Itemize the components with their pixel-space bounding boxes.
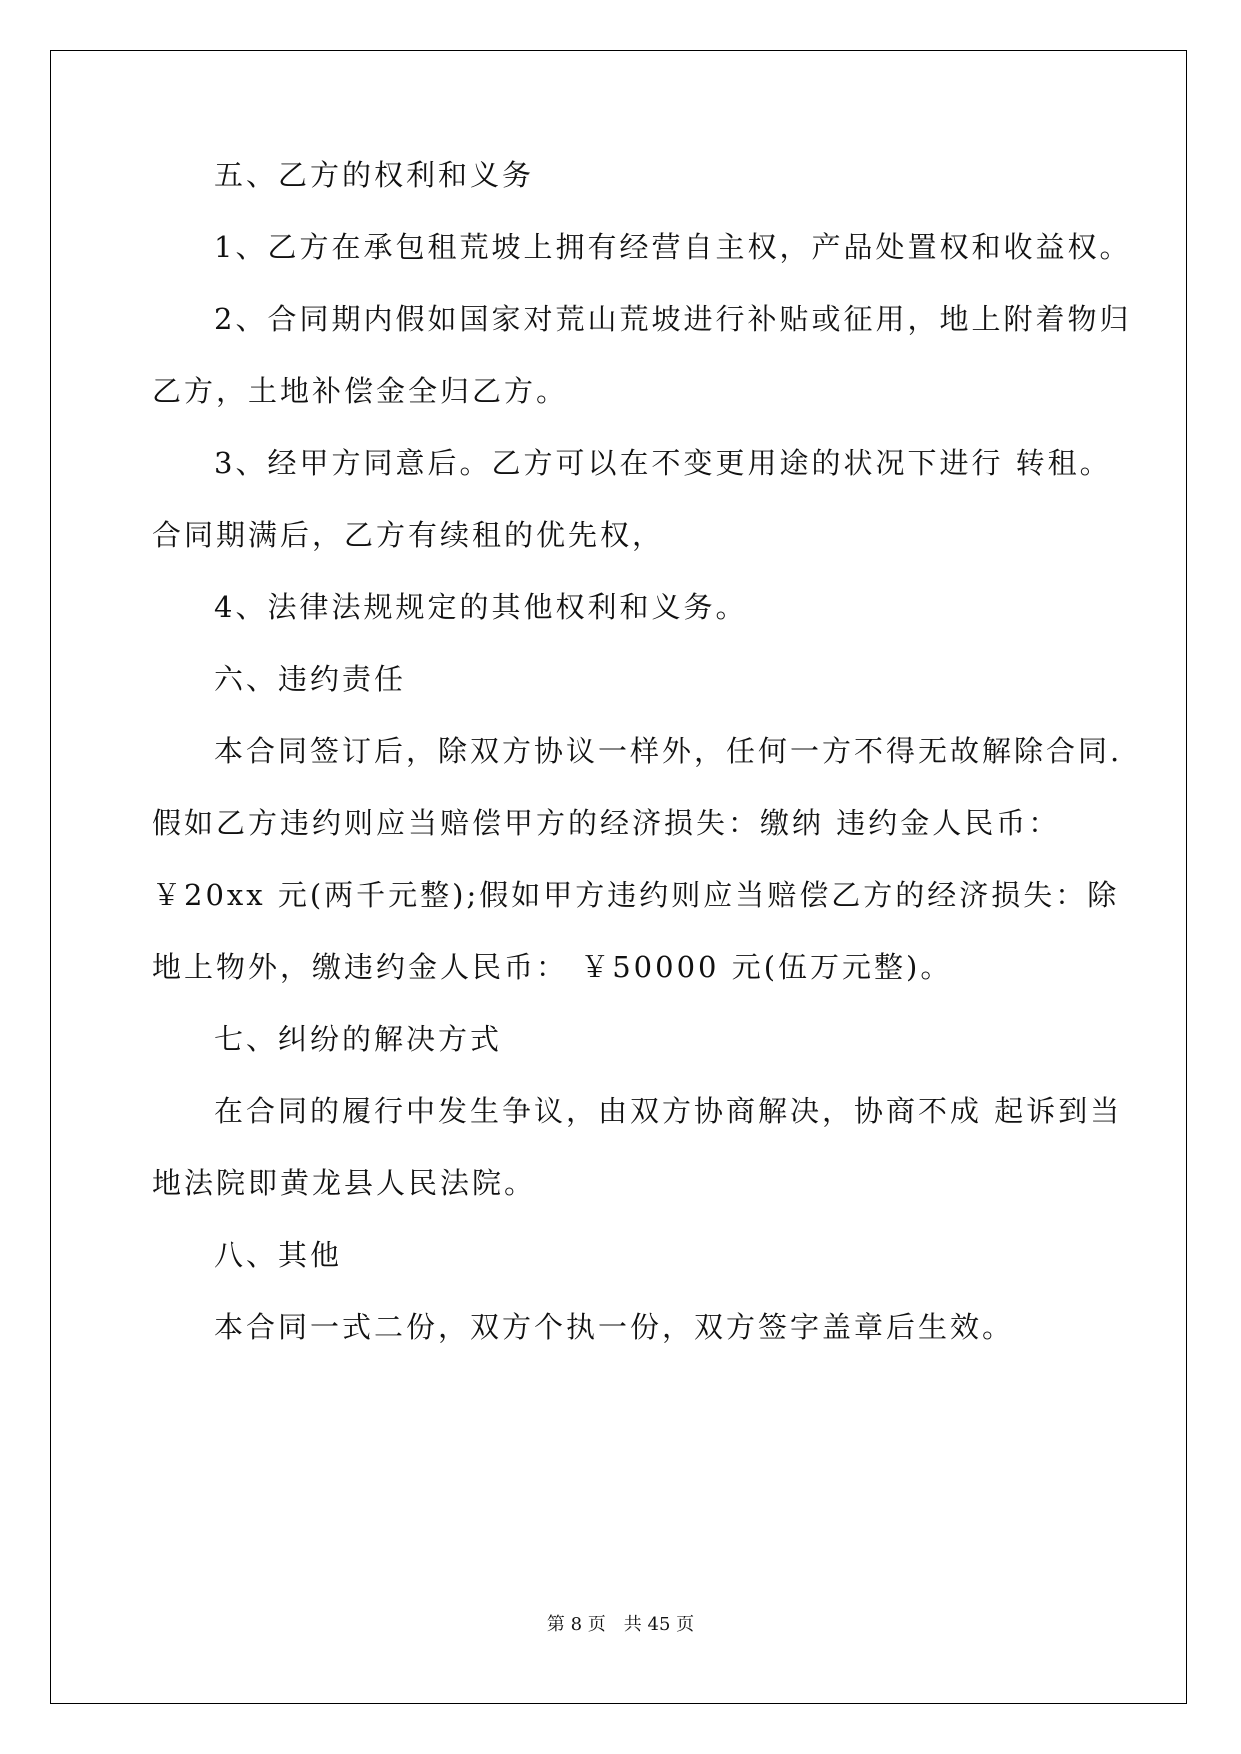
- section-heading: 六、违约责任: [214, 662, 407, 696]
- section-heading: 七、纠纷的解决方式: [214, 1022, 503, 1056]
- paragraph-line: 2、合同期内假如国家对荒山荒坡进行补贴或征用，地上附着物归: [214, 302, 1132, 336]
- page-footer: [0, 1610, 1241, 1636]
- paragraph-line: 乙方，土地补偿金全归乙方。: [152, 374, 569, 408]
- section-heading: 五、乙方的权利和义务: [214, 158, 535, 192]
- paragraph-line: 在合同的履行中发生争议，由双方协商解决，协商不成 起诉到当: [214, 1094, 1123, 1128]
- section-heading: 八、其他: [214, 1238, 343, 1272]
- page-number-total: 共 45 页: [623, 1614, 695, 1635]
- paragraph-line: 3、经甲方同意后。乙方可以在不变更用途的状况下进行 转租。: [214, 446, 1112, 480]
- paragraph-line: 本合同一式二份，双方个执一份，双方签字盖章后生效。: [214, 1310, 1015, 1344]
- paragraph-line: 本合同签订后，除双方协议一样外，任何一方不得无故解除合同.: [214, 734, 1123, 768]
- paragraph-line: 4、法律法规规定的其他权利和义务。: [214, 590, 748, 624]
- page-number-current: 第 8 页: [546, 1614, 606, 1635]
- paragraph-line: 假如乙方违约则应当赔偿甲方的经济损失：缴纳 违约金人民币：: [152, 806, 1061, 840]
- paragraph-line: ￥20xx 元(两千元整);假如甲方违约则应当赔偿乙方的经济损失：除: [152, 878, 1120, 912]
- paragraph-line: 地法院即黄龙县人民法院。: [152, 1166, 537, 1200]
- paragraph-line: 地上物外，缴违约金人民币： ￥50000 元(伍万元整)。: [152, 950, 953, 984]
- paragraph-line: 1、乙方在承包租荒坡上拥有经营自主权，产品处置权和收益权。: [214, 230, 1132, 264]
- paragraph-line: 合同期满后，乙方有续租的优先权，: [152, 518, 665, 552]
